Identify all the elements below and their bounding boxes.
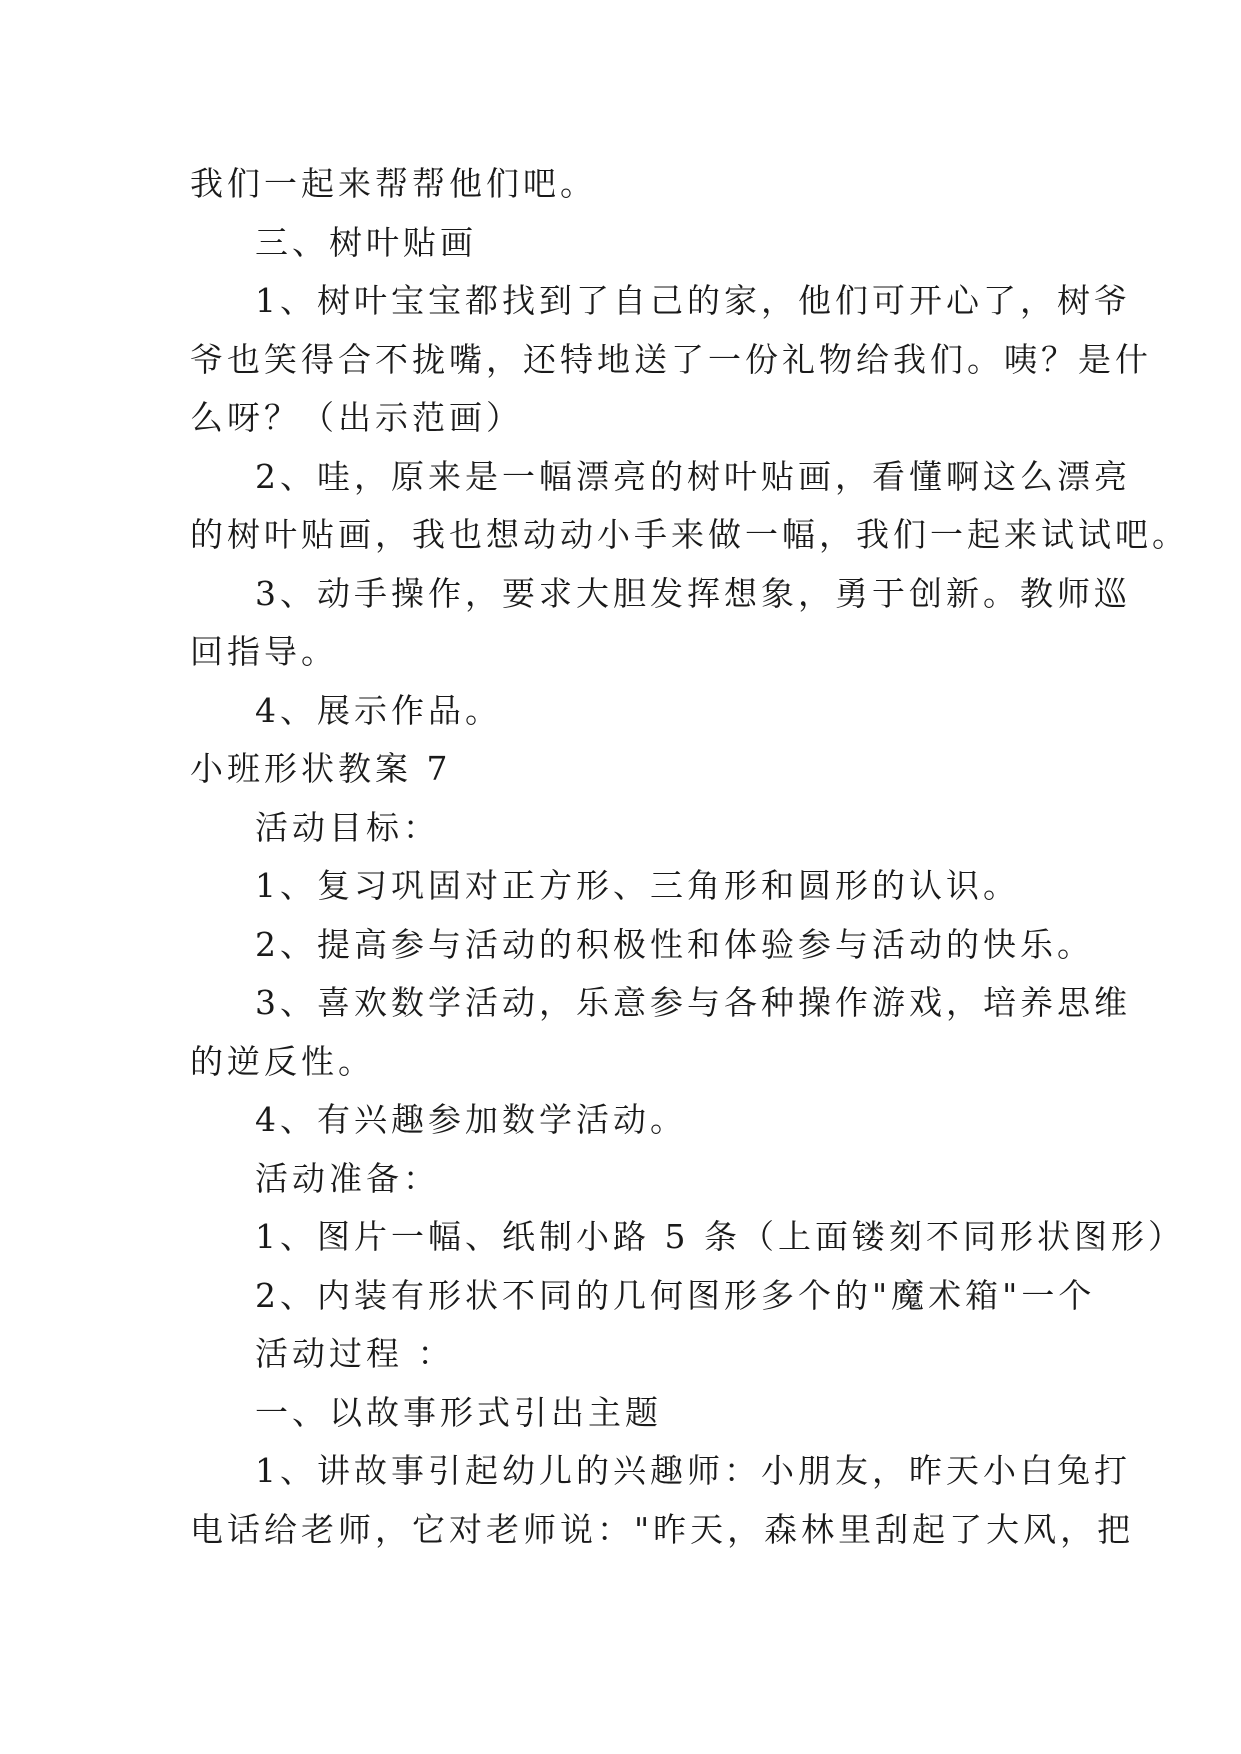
- list-item: 4、有兴趣参加数学活动。: [255, 1100, 687, 1139]
- list-item: 1、复习巩固对正方形、三角形和圆形的认识。: [255, 866, 1020, 905]
- list-item: 1、图片一幅、纸制小路 5 条（上面镂刻不同形状图形）: [255, 1217, 1185, 1256]
- paragraph-line: 回指导。: [190, 632, 338, 671]
- list-item: 2、内装有形状不同的几何图形多个的"魔术箱"一个: [255, 1275, 1096, 1315]
- section-heading: 活动准备：: [255, 1158, 440, 1198]
- section-heading: 活动过程 ：: [255, 1334, 455, 1373]
- paragraph-line: 2、哇，原来是一幅漂亮的树叶贴画，看懂啊这么漂亮: [255, 456, 1131, 496]
- paragraph-line: 4、展示作品。: [255, 690, 502, 730]
- document-title: 小班形状教案 7: [190, 749, 452, 788]
- paragraph-line: 我们一起来帮帮他们吧。: [190, 164, 597, 203]
- paragraph-line: 的逆反性。: [190, 1041, 375, 1081]
- section-heading: 三、树叶贴画: [255, 222, 477, 262]
- paragraph-line: 爷也笑得合不拢嘴，还特地送了一份礼物给我们。咦？是什: [190, 339, 1152, 379]
- list-item: 3、喜欢数学活动，乐意参与各种操作游戏，培养思维: [255, 983, 1131, 1022]
- paragraph-line: 1、树叶宝宝都找到了自己的家，他们可开心了，树爷: [255, 281, 1131, 320]
- list-item: 2、提高参与活动的积极性和体验参与活动的快乐。: [255, 924, 1094, 964]
- document-body: [190, 155, 1189, 1559]
- section-heading: 活动目标：: [255, 807, 440, 847]
- list-item: 1、讲故事引起幼儿的兴趣师：小朋友，昨天小白兔打: [255, 1451, 1131, 1490]
- paragraph-line: 3、动手操作，要求大胆发挥想象，勇于创新。教师巡: [255, 573, 1131, 613]
- section-heading: 一、以故事形式引出主题: [255, 1392, 662, 1432]
- paragraph-line: 么呀？（出示范画）: [190, 398, 523, 437]
- paragraph-line: 电话给老师，它对老师说："昨天，森林里刮起了大风，把: [190, 1509, 1135, 1549]
- paragraph-line: 的树叶贴画，我也想动动小手来做一幅，我们一起来试试吧。: [190, 515, 1189, 554]
